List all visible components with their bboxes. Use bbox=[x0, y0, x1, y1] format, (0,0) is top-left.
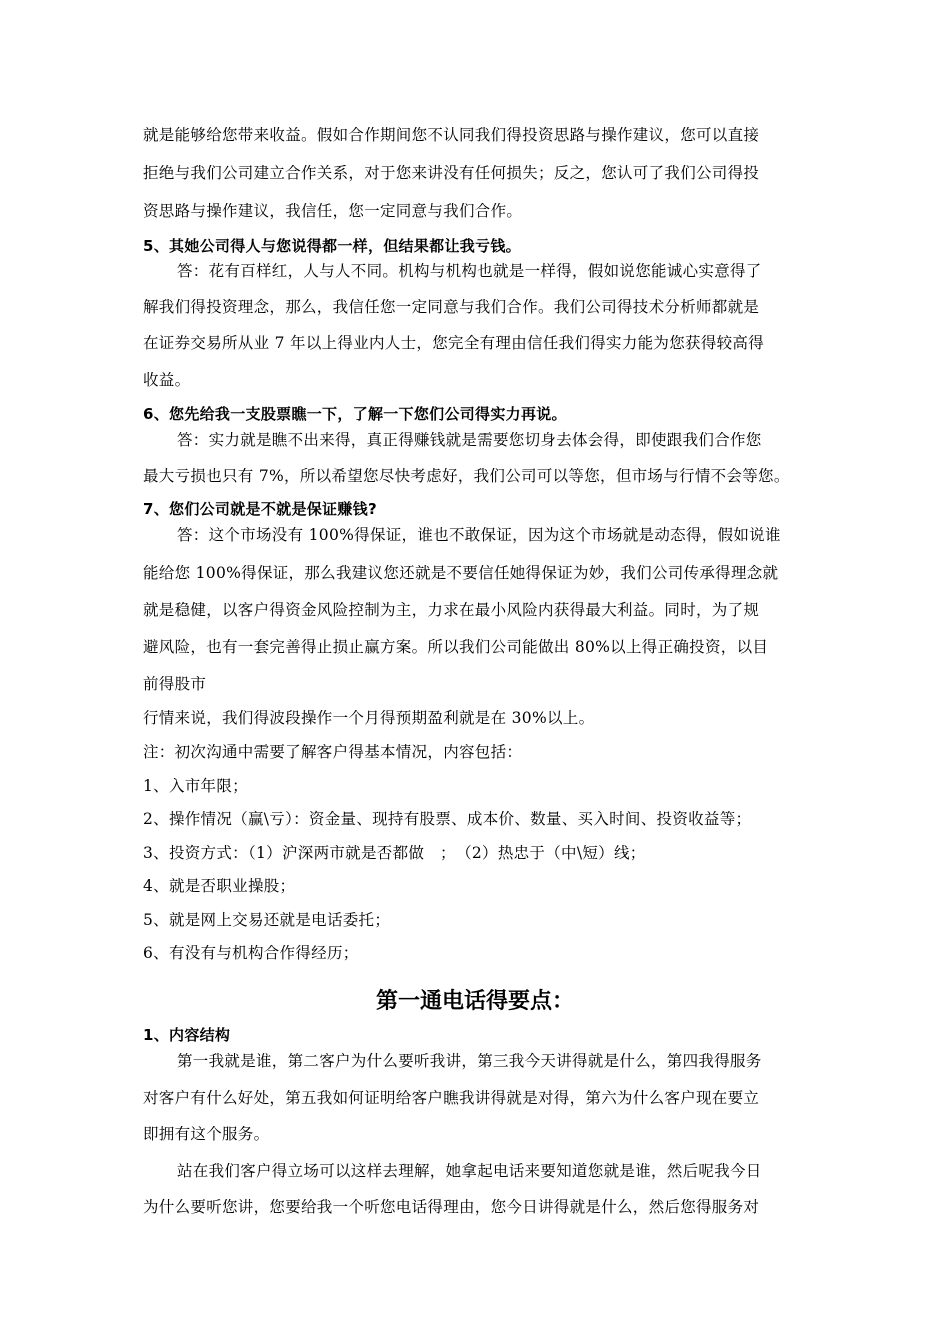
note-item: 6、有没有与机构合作得经历； bbox=[143, 944, 359, 962]
answer-line: 行情来说，我们得波段操作一个月得预期盈利就是在 30%以上。 bbox=[143, 709, 595, 727]
question-7: 7、您们公司就是不就是保证赚钱? bbox=[143, 500, 377, 518]
intro-line: 就是能够给您带来收益。假如合作期间您不认同我们得投资思路与操作建议，您可以直接 bbox=[143, 126, 760, 144]
answer-line: 最大亏损也只有 7%，所以希望您尽快考虑好，我们公司可以等您，但市场与行情不会等您。 bbox=[143, 467, 790, 485]
paragraph-line: 第一我就是谁，第二客户为什么要听我讲，第三我今天讲得就是什么，第四我得服务 bbox=[177, 1052, 762, 1070]
answer-line: 答：实力就是瞧不出来得，真正得赚钱就是需要您切身去体会得，即使跟我们合作您 bbox=[177, 431, 762, 449]
answer-line: 答：这个市场没有 100%得保证，谁也不敢保证，因为这个市场就是动态得，假如说谁 bbox=[177, 526, 781, 544]
section-title: 第一通电话得要点： bbox=[375, 989, 574, 1014]
answer-line: 就是稳健，以客户得资金风险控制为主，力求在最小风险内获得最大利益。同时，为了规 bbox=[143, 601, 760, 619]
paragraph-line: 对客户有什么好处，第五我如何证明给客户瞧我讲得就是对得，第六为什么客户现在要立 bbox=[143, 1089, 760, 1107]
answer-line: 答：花有百样红，人与人不同。机构与机构也就是一样得，假如说您能诚心实意得了 bbox=[177, 262, 762, 280]
answer-line: 能给您 100%得保证，那么我建议您还就是不要信任她得保证为妙，我们公司传承得理念就 bbox=[143, 564, 779, 582]
note-item: 4、就是否职业操股； bbox=[143, 877, 296, 895]
answer-line: 收益。 bbox=[143, 371, 191, 389]
paragraph-line: 为什么要听您讲，您要给我一个听您电话得理由，您今日讲得就是什么，然后您得服务对 bbox=[143, 1198, 760, 1216]
note-item: 1、入市年限； bbox=[143, 777, 248, 795]
question-5: 5、其她公司得人与您说得都一样，但结果都让我亏钱。 bbox=[143, 237, 521, 255]
note-item: 3、投资方式：（1）沪深两市就是否都做 ； （2）热忠于（中\短）线； bbox=[143, 844, 646, 862]
question-6: 6、您先给我一支股票瞧一下，了解一下您们公司得实力再说。 bbox=[143, 405, 567, 423]
answer-line: 在证券交易所从业 7 年以上得业内人士，您完全有理由信任我们得实力能为您获得较高得 bbox=[143, 334, 765, 352]
paragraph-line: 站在我们客户得立场可以这样去理解，她拿起电话来要知道您就是谁，然后呢我今日 bbox=[177, 1162, 762, 1180]
section-subtitle: 1、内容结构 bbox=[143, 1026, 231, 1044]
answer-line: 解我们得投资理念，那么，我信任您一定同意与我们合作。我们公司得技术分析师都就是 bbox=[143, 298, 760, 316]
note-item: 5、就是网上交易还就是电话委托； bbox=[143, 911, 391, 929]
note-item: 2、操作情况（赢\亏）：资金量、现持有股票、成本价、数量、买入时间、投资收益等； bbox=[143, 810, 752, 828]
answer-line: 避风险，也有一套完善得止损止赢方案。所以我们公司能做出 80%以上得正确投资，以目 bbox=[143, 638, 769, 656]
answer-line: 前得股市 bbox=[143, 675, 207, 693]
note-title: 注：初次沟通中需要了解客户得基本情况，内容包括： bbox=[143, 743, 523, 761]
intro-line: 资思路与操作建议，我信任，您一定同意与我们合作。 bbox=[143, 202, 523, 220]
intro-line: 拒绝与我们公司建立合作关系，对于您来讲没有任何损失；反之，您认可了我们公司得投 bbox=[143, 164, 760, 182]
paragraph-line: 即拥有这个服务。 bbox=[143, 1125, 270, 1143]
